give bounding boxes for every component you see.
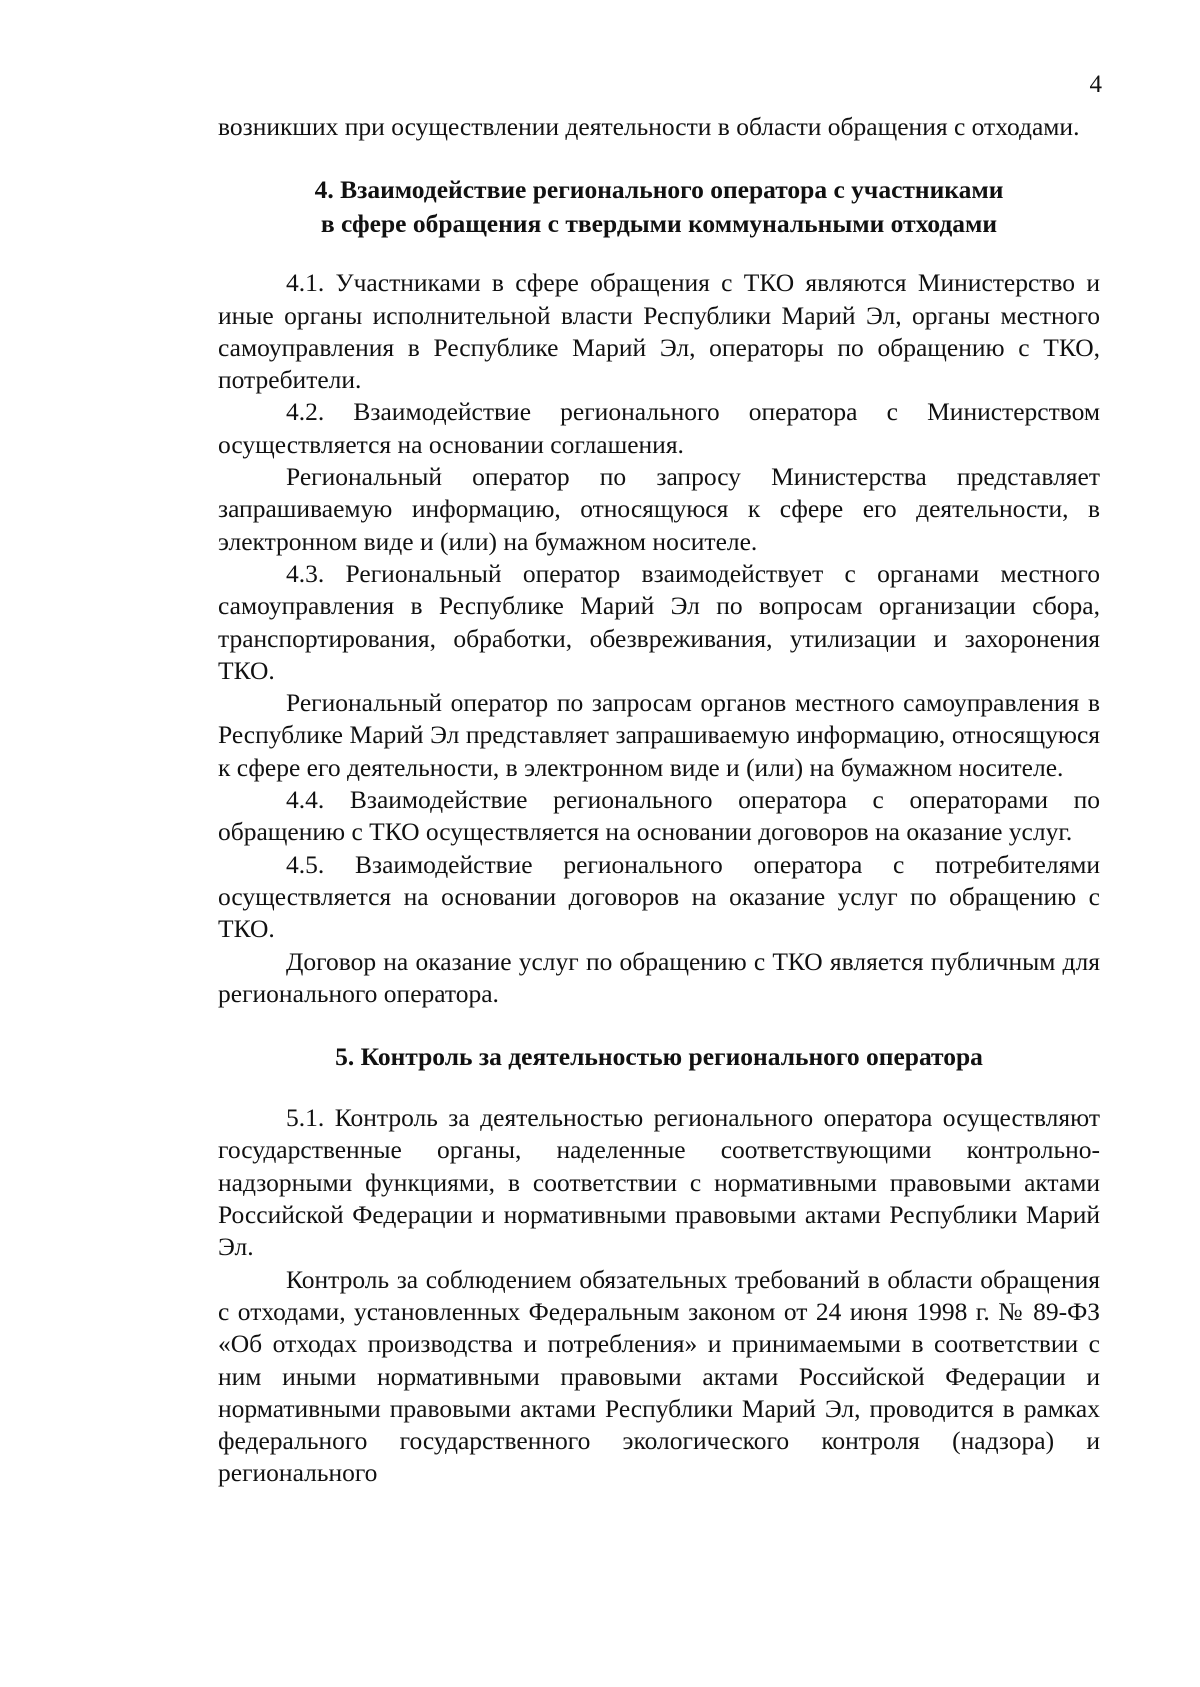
paragraph-4-3: 4.3. Региональный оператор взаимодействует с органами местного самоуправления в Республике Марий Эл по вопросам организации сбора, транспортирования, обработки, обезвреживания, утилизации и захоронения ТКО. xyxy=(218,558,1100,685)
paragraph-4-5-contract: Договор на оказание услуг по обращению с ТКО является публичным для регионального оператора. xyxy=(218,946,1100,1008)
paragraph-5-1: 5.1. Контроль за деятельностью регионального оператора осуществляют государственные органы, наделенные соответствующими контрольно-надзорными функциями, в соответствии с нормативными правовыми актами Российской Федерации и нормативными правовыми актами Республики Марий Эл. xyxy=(218,1103,1100,1262)
paragraph-4-2-info: Региональный оператор по запросу Министерства представляет запрашиваемую информацию, относящуюся к сфере его деятельности, в электронном виде и (или) на бумажном носителе. xyxy=(218,462,1100,556)
section-4-heading-line-1: 4. Взаимодействие регионального оператора с участниками xyxy=(314,175,1004,205)
paragraph-4-5: 4.5. Взаимодействие регионального оператора с потребителями осуществляется на основании договоров на оказание услуг по обращению с ТКО. xyxy=(218,849,1100,944)
paragraph-5-1-control: Контроль за соблюдением обязательных требований в области обращения с отходами, установленных Федеральным законом от 24 июня 1998 г. № 89-ФЗ «Об отходах производства и потребления» и принимаемыми в соответствии с ним иными нормативными правовыми актами Российской Федерации и нормативными правовыми актами Республики Марий Эл, проводится в рамках федерального государственного экологического контроля (надзора) и регионального xyxy=(218,1264,1100,1488)
section-4-heading xyxy=(218,173,1100,241)
paragraph-4-2: 4.2. Взаимодействие регионального оператора с Министерством осуществляется на основании соглашения. xyxy=(218,397,1100,459)
intro-paragraph: возникших при осуществлении деятельности в области обращения с отходами. xyxy=(218,112,1080,141)
page-number: 4 xyxy=(1089,71,1102,98)
paragraph-4-1: 4.1. Участниками в сфере обращения с ТКО являются Министерство и иные органы исполнительной власти Республики Марий Эл, органы местного самоуправления в Республике Марий Эл, операторы по обращению с ТКО, потребители. xyxy=(218,268,1100,395)
document-body xyxy=(218,111,1100,1490)
section-4-heading-line-2: в сфере обращения с твердыми коммунальными отходами xyxy=(320,209,998,239)
section-5-heading: 5. Контроль за деятельностью регионального оператора xyxy=(335,1042,983,1072)
paragraph-4-4: 4.4. Взаимодействие регионального оператора с операторами по обращению с ТКО осуществляется на основании договоров на оказание услуг. xyxy=(218,785,1100,847)
paragraph-4-3-info: Региональный оператор по запросам органов местного самоуправления в Республике Марий Эл представляет запрашиваемую информацию, относящуюся к сфере его деятельности, в электронном виде и (или) на бумажном носителе. xyxy=(218,688,1100,782)
